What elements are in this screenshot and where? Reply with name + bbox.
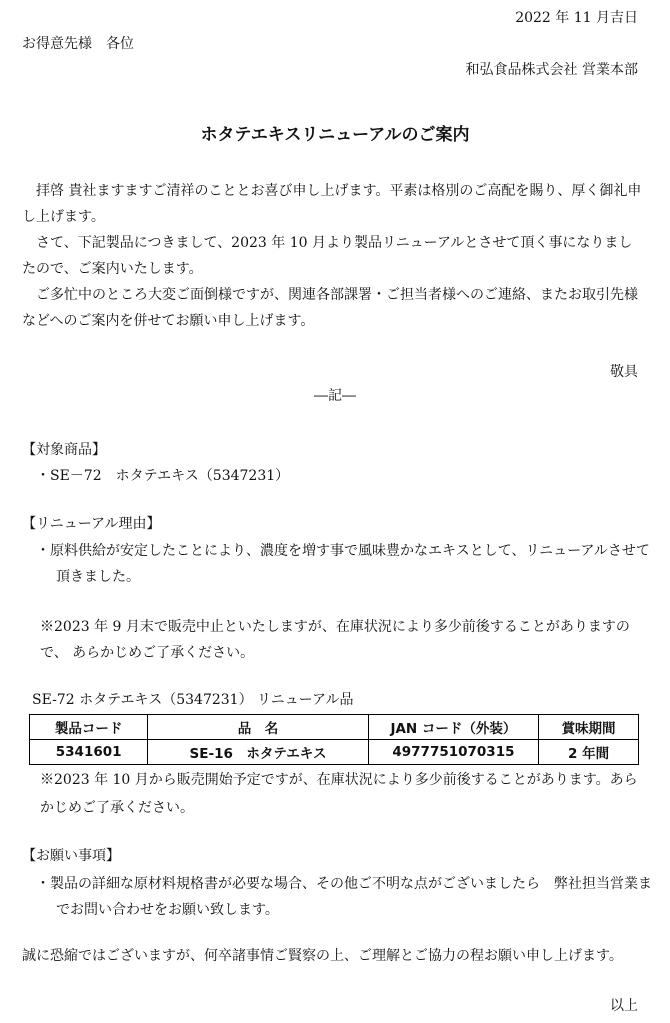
paragraph-greeting: 拝啓 貴社ますますご清祥のこととお喜び申し上げます。平素は格別のご高配を賜り、厚く御礼申し上げます。 [22, 183, 642, 225]
discontinuation-note: ※2023 年 9 月末で販売中止といたしますが、在庫状況により多少前後することがありますので、 あらかじめご了承ください。 [40, 619, 630, 661]
cell-product-name: SE-16 ホタテエキス [148, 740, 368, 765]
header-jan-code: JAN コード（外装） [368, 715, 538, 740]
request-heading: 【お願い事項】 [22, 848, 120, 864]
table-header-row [30, 715, 639, 740]
table-row [30, 740, 639, 765]
target-heading: 【対象商品】 [22, 442, 106, 458]
reason-item: ・原料供給が安定したことにより、濃度を増す事で風味豊かなエキスとして、リニューアルさせて頂きました。 [36, 543, 650, 585]
closing-keigu: 敬具 [610, 364, 638, 380]
cell-jan-code: 4977751070315 [368, 740, 538, 765]
cell-product-code: 5341601 [30, 740, 148, 765]
final-remark: 誠に恐縮ではございますが、何卒諸事情ご賢察の上、ご理解とご協力の程お願い申し上げます。 [22, 948, 623, 964]
addressee: お得意先様 各位 [22, 36, 134, 52]
document-title: ホタテエキスリニューアルのご案内 [200, 125, 470, 145]
header-product-code: 製品コード [30, 715, 148, 740]
table-caption: SE-72 ホタテエキス（5347231） リニューアル品 [32, 692, 354, 708]
launch-note: ※2023 年 10 月から販売開始予定ですが、在庫状況により多少前後することがあります。あらかじめご了承ください。 [40, 772, 638, 816]
header-shelf-life: 賞味期間 [539, 715, 639, 740]
ki-marker: ―記― [314, 388, 356, 404]
product-table [29, 714, 639, 765]
paragraph-renewal: さて、下記製品につきまして、2023 年 10 月より製品リニューアルとさせて頂く事になりましたので、ご案内いたします。 [22, 235, 633, 277]
paragraph-request: ご多忙中のところ大変ご面倒様ですが、関連各部課署・ご担当者様へのご連絡、またお取引先様などへのご案内を併せてお願い申し上げます。 [22, 287, 638, 329]
request-item: ・製品の詳細な原材料規格書が必要な場合、その他ご不明な点がございましたら 弊社担当営業までお問い合わせをお願い致します。 [36, 876, 652, 918]
document-date: 2022 年 11 月吉日 [515, 10, 638, 26]
target-item: ・SE－72 ホタテエキス（5347231） [36, 468, 290, 484]
header-product-name: 品 名 [148, 715, 368, 740]
closing-ijou: 以上 [610, 998, 638, 1014]
sender: 和弘食品株式会社 営業本部 [465, 62, 638, 78]
cell-shelf-life: 2 年間 [539, 740, 639, 765]
reason-heading: 【リニューアル理由】 [22, 516, 161, 532]
